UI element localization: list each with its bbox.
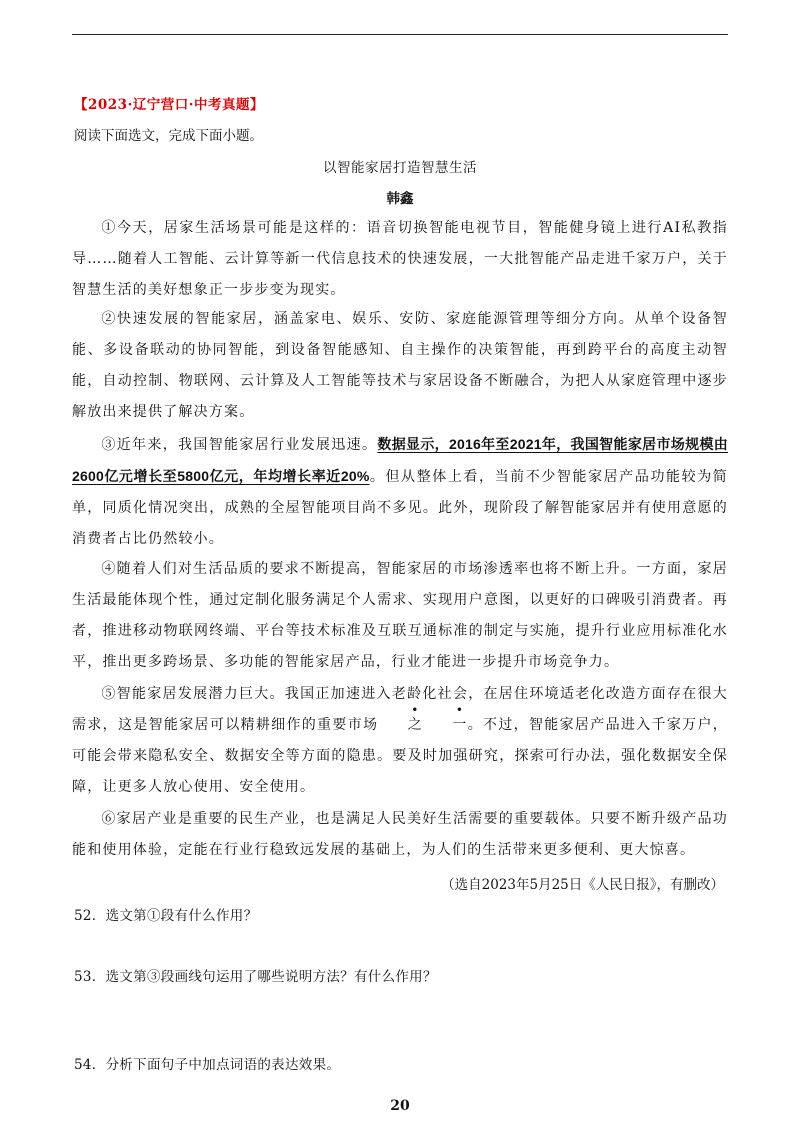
page-number: 20 [390, 1098, 410, 1114]
paragraph-3-text-rest: 。但从整体上看，当前不少智能家居产品功能较为简单，同质化情况突出，成熟的全屋智能项目尚不多见。此外，现阶段了解智能家居并有使用意愿的消费者占比仍然较小。 [72, 469, 728, 547]
paragraph-5 [72, 679, 728, 803]
paragraph-5-text-rest: 。不过，智能家居产品进入千家万户，可能会带来隐私安全、数据安全等方面的隐患。要及时加强研究，探索可行办法，强化数据安全保障，让更多人放心使用、安全使用。 [72, 717, 729, 795]
paragraph-5-text: ⑤智能家居发展潜力巨大。我国正加速进入老龄化社会，在居住环境适老化改造方面存在很大需求，这是智能家居可以精耕细作的重要市场 [72, 686, 728, 733]
emphasis-dot-icon: • [455, 703, 465, 717]
paragraph-6: ⑥家居产业是重要的民生产业，也是满足人民美好生活需要的重要载体。只要不断升级产品功能和使用体验，定能在行业行稳致远发展的基础上，为人们的生活带来更多便利、更大惊喜。 [72, 811, 728, 858]
dotted-char-1: • 之 [378, 710, 423, 741]
underlined-sentence: 数据显示，2016年至2021年，我国智能家居市场规模由2600亿元增长至5800亿元，年均增长率近20% [72, 436, 728, 484]
question-52: 52．选文第①段有什么作用？ [74, 908, 258, 924]
emphasis-dot-icon: • [411, 703, 420, 717]
paragraph-4: ④随着人们对生活品质的要求不断提高，智能家居的市场渗透率也将不断上升。一方面，家居生活最能体现个性，通过定制化服务满足个人需求、实现用户意图，以更好的口碑吸引消费者。再者，推进移动物联网终端、平台等技术标准及互联互通标准的制定与实施，提升行业应用标准化水平，推出更多跨场景、多功能的智能家居产品，行业才能进一步提升市场竞争力。 [72, 561, 728, 670]
header-rule [72, 34, 728, 35]
paragraph-2: ②快速发展的智能家居，涵盖家电、娱乐、安防、家庭能源管理等细分方向。从单个设备智能、多设备联动的协同智能，到设备智能感知、自主操作的决策智能，再到跨平台的高度主动智能，自动控制、物联网、云计算及人工智能等技术与家居设备不断融合，为把人从家庭管理中逐步解放出来提供了解决方案。 [72, 311, 728, 420]
paragraph-1: ①今天，居家生活场景可能是这样的：语音切换智能电视节目，智能健身镜上进行AI私教指导……随着人工智能、云计算等新一代信息技术的快速发展，一大批智能产品走进千家万户，关于智慧生活的美好想象正一步步变为现实。 [72, 220, 728, 298]
paragraph-3 [72, 429, 728, 555]
instructions: 阅读下面选文，完成下面小题。 [74, 128, 263, 144]
dotted-char-2: • 一 [423, 710, 468, 741]
source-tag: 【2023·辽宁营口·中考真题】 [74, 97, 264, 113]
article-source: （选自2023年5月25日《人民日报》，有删改） [441, 877, 724, 893]
article-title: 以智能家居打造智慧生活 [323, 160, 477, 176]
article-author: 韩鑫 [386, 191, 414, 207]
question-54: 54．分析下面句子中加点词语的表达效果。 [74, 1057, 341, 1073]
question-53: 53．选文第③段画线句运用了哪些说明方法？有什么作用？ [74, 969, 437, 985]
paragraph-3-text: ③近年来，我国智能家居行业发展迅速。 [101, 437, 378, 453]
